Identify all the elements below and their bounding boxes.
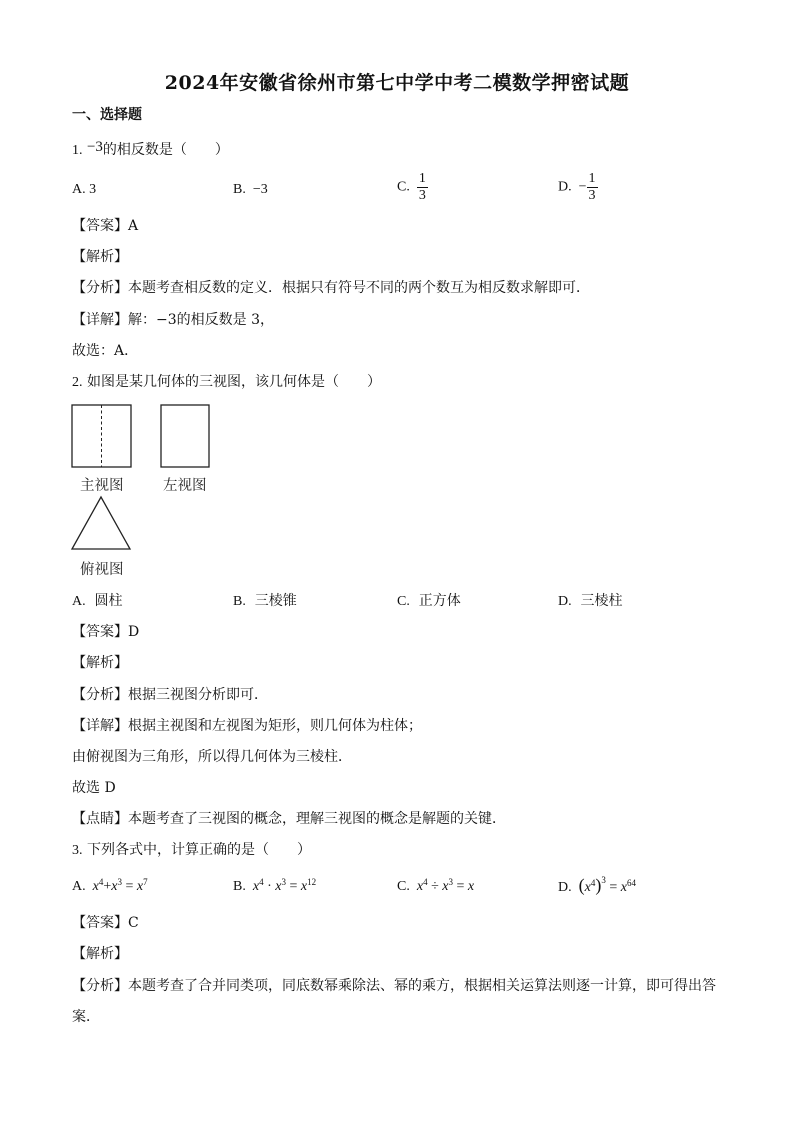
detail-text: 【详解】根据主视图和左视图为矩形，则几何体为柱体； [72, 718, 422, 734]
option-b [233, 877, 316, 897]
exponent: 3 [281, 877, 286, 887]
math-var: x [442, 879, 449, 894]
minus-sign: − [578, 179, 587, 195]
math-var: x [620, 880, 627, 895]
fraction-numerator: 1 [418, 171, 426, 186]
question-2-stem [72, 372, 381, 393]
math-expression: −3 [86, 139, 103, 155]
analysis-text: 【分析】本题考查了合并同类项，同底数幂乘除法、幂的乘方，根据相关运算法则逐一计算，即可得出答 [72, 978, 716, 994]
detail-text: 【详解】解：−3的相反数是 3， [72, 312, 274, 328]
question-1-stem [72, 140, 229, 161]
fraction [587, 171, 598, 204]
option-letter: D. [558, 179, 572, 195]
math-var: x [136, 879, 144, 894]
math-var: x [92, 879, 99, 894]
exponent: 4 [423, 877, 428, 887]
math-var: x [111, 879, 118, 894]
option-c [397, 171, 428, 204]
option-a [72, 877, 148, 897]
option-letter: C. [397, 879, 410, 894]
option-text: −3 [252, 182, 268, 197]
option-a [72, 591, 123, 612]
analysis-text-continued: 案． [72, 1009, 100, 1025]
option-text: 3 [89, 182, 97, 197]
math-var: x [416, 879, 424, 894]
exponent: 4 [590, 878, 596, 888]
question-text: 如图是某几何体的三视图，该几何体是（ ） [86, 374, 381, 390]
option-c [397, 591, 461, 612]
question-number: 1. [72, 143, 83, 158]
option-letter: A. [72, 879, 86, 894]
operator: + [103, 879, 112, 894]
option-letter: A. [72, 594, 86, 609]
math-var: x [584, 880, 591, 895]
exponent: 3 [117, 877, 122, 887]
left-paren: ( [578, 875, 585, 895]
left-view-label: 左视图 [163, 478, 207, 494]
document-title: 2024年安徽省徐州市第七中学中考二模数学押密试题 [164, 72, 630, 94]
option-letter: B. [233, 879, 246, 894]
exponent: 12 [307, 877, 317, 887]
math-var: x [467, 879, 475, 894]
choice-conclusion: 故选：A． [72, 343, 139, 359]
answer-line: 【答案】A [72, 218, 139, 234]
math-var: x [275, 879, 282, 894]
option-text: 三棱柱 [580, 593, 623, 609]
math-var: x [252, 879, 260, 894]
option-text: 三棱锥 [254, 593, 297, 609]
option-d [558, 875, 636, 898]
answer-line: 【答案】C [72, 915, 139, 931]
math-var: x [300, 879, 308, 894]
option-b [233, 180, 268, 200]
fraction [417, 171, 428, 204]
exponent: 3 [448, 877, 453, 887]
operator: ÷ [431, 879, 439, 894]
question-text: 下列各式中，计算正确的是（ ） [86, 842, 311, 858]
left-view-rectangle [161, 405, 209, 467]
option-text: 圆柱 [94, 593, 123, 609]
question-number: 2. [72, 375, 83, 390]
right-paren: ) [595, 875, 602, 895]
fraction-denominator: 3 [588, 188, 596, 203]
detail-text-2: 由俯视图为三角形，所以得几何体为三棱柱． [72, 749, 352, 765]
operator: = [289, 879, 298, 894]
option-c [397, 877, 474, 897]
option-d [558, 171, 598, 204]
front-view-label: 主视图 [80, 478, 124, 494]
exponent: 4 [98, 877, 104, 887]
analysis-heading: 【解析】 [72, 655, 128, 671]
top-view-triangle [72, 497, 130, 549]
option-d [558, 591, 623, 612]
fraction-denominator: 3 [418, 188, 426, 203]
exponent: 3 [601, 875, 606, 885]
option-a [72, 180, 96, 200]
fraction-numerator: 1 [588, 171, 596, 186]
operator: · [267, 879, 272, 894]
analysis-heading: 【解析】 [72, 946, 128, 962]
option-letter: C. [397, 594, 410, 609]
exponent: 4 [259, 877, 264, 887]
answer-line: 【答案】D [72, 624, 140, 640]
exponent: 64 [626, 878, 636, 888]
option-letter: D. [558, 880, 572, 895]
exponent: 7 [143, 877, 148, 887]
option-letter: B. [233, 594, 246, 609]
analysis-text: 【分析】本题考查相反数的定义．根据只有符号不同的两个数互为相反数求解即可． [72, 280, 590, 296]
operator: = [456, 879, 465, 894]
question-text: 的相反数是（ ） [102, 142, 229, 158]
operator: = [125, 879, 134, 894]
top-view-label: 俯视图 [80, 562, 124, 578]
choice-conclusion: 故选 D [72, 780, 116, 796]
option-b [233, 591, 297, 612]
question-number: 3. [72, 843, 83, 858]
section-heading: 一、选择题 [72, 107, 142, 123]
question-3-stem [72, 840, 311, 861]
analysis-text: 【分析】根据三视图分析即可． [72, 687, 268, 703]
option-letter: C. [397, 179, 410, 195]
option-letter: D. [558, 594, 572, 609]
front-view-rectangle [72, 405, 131, 467]
option-letter: B. [233, 182, 246, 197]
operator: = [609, 880, 618, 895]
option-letter: A. [72, 182, 86, 197]
analysis-heading: 【解析】 [72, 249, 128, 265]
option-text: 正方体 [418, 593, 461, 609]
key-point-text: 【点睛】本题考查了三视图的概念，理解三视图的概念是解题的关键． [72, 811, 506, 827]
